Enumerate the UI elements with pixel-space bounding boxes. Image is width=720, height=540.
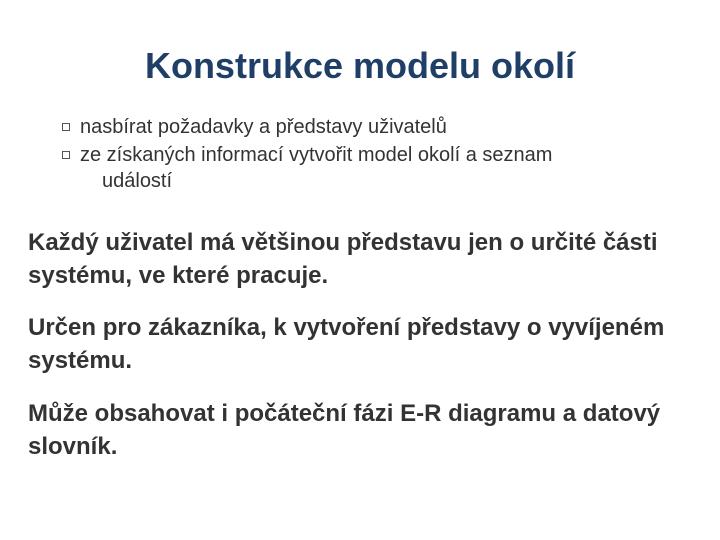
paragraph-customer-purpose: Určen pro zákazníka, k vytvoření představy o vyvíjeném systému. xyxy=(28,314,665,374)
bullet-list xyxy=(62,114,682,196)
paragraph-user-perspective: Každý uživatel má většinou představu jen o určité části systému, ve které pracuje. xyxy=(28,229,658,289)
slide-title: Konstrukce modelu okolí xyxy=(144,45,576,86)
bullet-item xyxy=(62,142,682,194)
bullet-text: ze získaných informací vytvořit model okolí a seznam xyxy=(80,144,553,166)
bullet-text-continuation: událostí xyxy=(102,170,173,192)
bullet-item xyxy=(62,114,682,140)
paragraph-er-diagram: Může obsahovat i počáteční fázi E-R diagramu a datový slovník. xyxy=(28,400,661,460)
bullet-text: nasbírat požadavky a představy uživatelů xyxy=(80,116,447,138)
square-bullet-icon xyxy=(62,123,70,131)
square-bullet-icon xyxy=(62,151,70,159)
